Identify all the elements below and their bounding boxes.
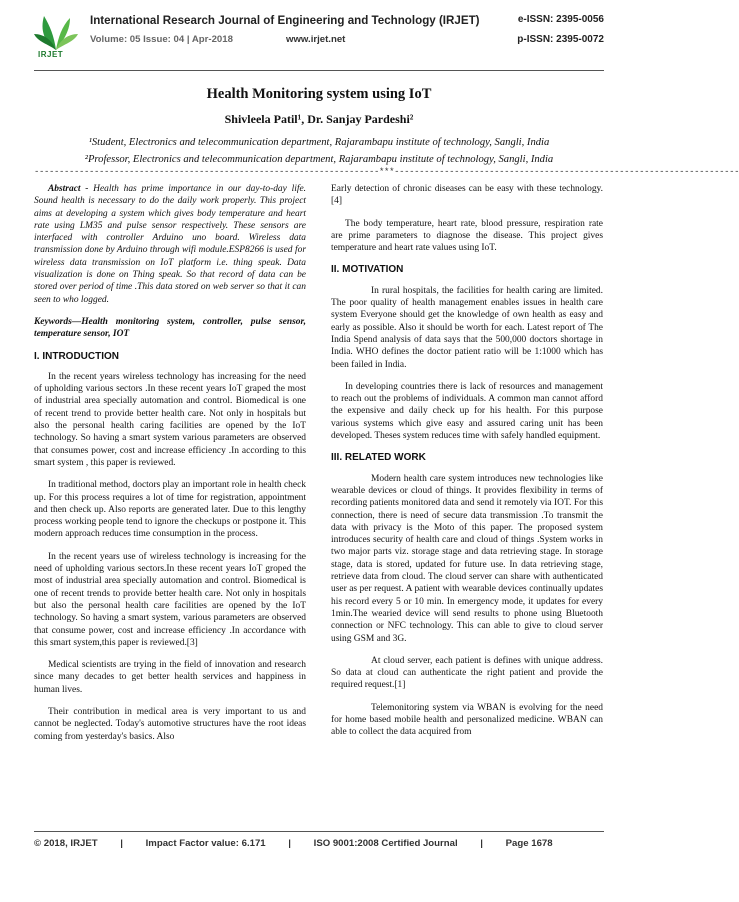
- paragraph: In developing countries there is lack of resources and management to reach out the problems of individuals. A common man cannot afford the expensive and daily check up for his health. For this purpose various systems which give easy and assured caring unit has been developed. Theses system reduces time with safely handled equipment.: [331, 381, 603, 442]
- section-heading-introduction: I. INTRODUCTION: [34, 350, 119, 362]
- abstract-text: Health has prime importance in our day-to-day life. Sound health is necessary to do the daily work properly. This project aims at developing a system which gives body temperature and heart rate using LM35 and pulse sensor respectively. These sensors are interfaced with controller Arduino uno board. Wireless data transmission done by Arduino through wifi module.ESP8266 is used for wireless data transmission on IoT platform i.e. thing speak. Data visualization is done on Thing speak. So that record of data can be stored over period of time .This data stored on web server so that it can seen to who logged.: [34, 184, 307, 305]
- paper-title: Health Monitoring system using IoT: [206, 86, 432, 102]
- footer-divider: [34, 831, 604, 832]
- right-column: [331, 183, 603, 749]
- keywords: Keywords—Health monitoring system, controller, pulse sensor, temperature sensor, IOT: [34, 316, 306, 340]
- footer-iso: ISO 9001:2008 Certified Journal: [313, 838, 458, 849]
- paragraph: Their contribution in medical area is very important to us and cannot be neglected. Today's automotive structures have the root ideas coming from yesterday's basics. Also: [34, 706, 306, 742]
- header-divider: [34, 70, 604, 71]
- journal-name: International Research Journal of Engineering and Technology (IRJET): [90, 14, 480, 27]
- paragraph: Telemonitoring system via WBAN is evolving for the need for home based mobile health and personalized medicine. WBAN can able to collect the data acquired from: [331, 702, 603, 738]
- paragraph: In the recent years use of wireless technology is increasing for the need of upholding various sectors.In these recent years IoT groped the most of industrial area specially automation and control. Biomedical is one of recent trends to provide better health care. Not only in hospitals but also the personal health care facilities are opened by the IoT technology. So having a smart system, various parameters are observed that consume power, cost and increase efficiency .In accordance with this smart system,this paper is reviewed.[3]: [34, 551, 306, 648]
- paragraph: The body temperature, heart rate, blood pressure, respiration rate are prime parameters to diagnose the disease. This project gives temperature and heart rate values using IoT.: [331, 218, 603, 254]
- irjet-logo-icon: [34, 12, 78, 62]
- paragraph: In traditional method, doctors play an important role in health check up. For this process requires a lot of time for registration, appointment and then check up. Also reports are generated later. Due to this lengthy process working people tend to ignore the checkups or postpone it. This modern approach reduces time consumption in the process.: [34, 480, 306, 540]
- abstract: [34, 183, 306, 306]
- footer-copyright: © 2018, IRJET: [34, 838, 98, 849]
- journal-header: [34, 12, 604, 64]
- left-column: [34, 183, 306, 753]
- pissn: p-ISSN: 2395-0072: [517, 34, 604, 45]
- paragraph: Early detection of chronic diseases can be easy with these technology.[4]: [331, 184, 603, 207]
- paragraph: In the recent years wireless technology has increasing for the need of upholding various sectors .In these recent years IoT graped the most of industrial area specially automation and control. Biomedical is one of recent trend to provide better health care. Not only in hospitals but also the personal health caring facilities are opened by the IoT technology. So having a smart system various parameters are observed that consumes power, cost and increase efficiency .In according to this smart system , this paper is reviewed.: [34, 371, 306, 468]
- affiliation-2: ²Professor, Electronics and telecommunication department, Rajarambapu institute of technology, Sangli, India: [84, 154, 554, 165]
- section-heading-related-work: III. RELATED WORK: [331, 452, 426, 464]
- section-heading-motivation: II. MOTIVATION: [331, 264, 404, 276]
- paragraph: Medical scientists are trying in the field of innovation and research since many decades to get better health services and happiness in human lives.: [34, 660, 306, 695]
- footer-impact-factor: Impact Factor value: 6.171: [145, 838, 266, 849]
- section-separator: ---------------------------------------------------------------------***---------------------------------------------------------------------: [34, 167, 739, 177]
- paragraph: In rural hospitals, the facilities for health caring are limited. The poor quality of health management enables issues in health care system Everyone should get the knowledge of own health as easy and early as possible. Also it should be worth for each. Latest report of The India Spend analysis of data says that the 500,000 doctors shortage in India. WHO defines the doctor patient ratio will be 1:1000 which has been failed in India.: [331, 285, 603, 370]
- paragraph: Modern health care system introduces new technologies like wearable devices or cloud of things. It provides flexibility in terms of recording patients monitored data and send it remotely via IOT. For this connection, there is need of secure data transmission .To transmit the data with privacy is the Moto of this paper. The proposed system introduces security of health care and cloud of things .System works in two major parts viz. storage stage and data retrieving stage. In storage stage, data is stored, updated for future use. In data retrieving stage, retrieve data from cloud. The cloud server can share with authenticated user as per request. A patient with wearable devices continually updates his record every 5 or 10 min. In emergency mode, it updates for every 1min.The wearied device will send results to phone using Bluetooth connection or NFC technology. This can able to give to cloud server using GSM and 3G.: [331, 473, 603, 644]
- eissn: e-ISSN: 2395-0056: [517, 14, 604, 25]
- page-footer: © 2018, IRJET | Impact Factor value: 6.171 | ISO 9001:2008 Certified Journal | Page 1678: [34, 838, 553, 849]
- footer-page-number: Page 1678: [505, 838, 553, 849]
- paper-authors: Shivleela Patil¹, Dr. Sanjay Pardeshi²: [224, 112, 414, 126]
- logo-text: IRJET: [38, 50, 64, 59]
- abstract-label: Abstract -: [48, 184, 89, 194]
- paragraph: At cloud server, each patient is defines with unique address. So data at cloud can authenticate the right patient and provide the required request.[1]: [331, 655, 603, 691]
- journal-website-link[interactable]: www.irjet.net: [286, 34, 346, 45]
- affiliation-1: ¹Student, Electronics and telecommunication department, Rajarambapu institute of technology, Sangli, India: [88, 137, 550, 148]
- volume-issue: Volume: 05 Issue: 04 | Apr-2018: [90, 34, 233, 45]
